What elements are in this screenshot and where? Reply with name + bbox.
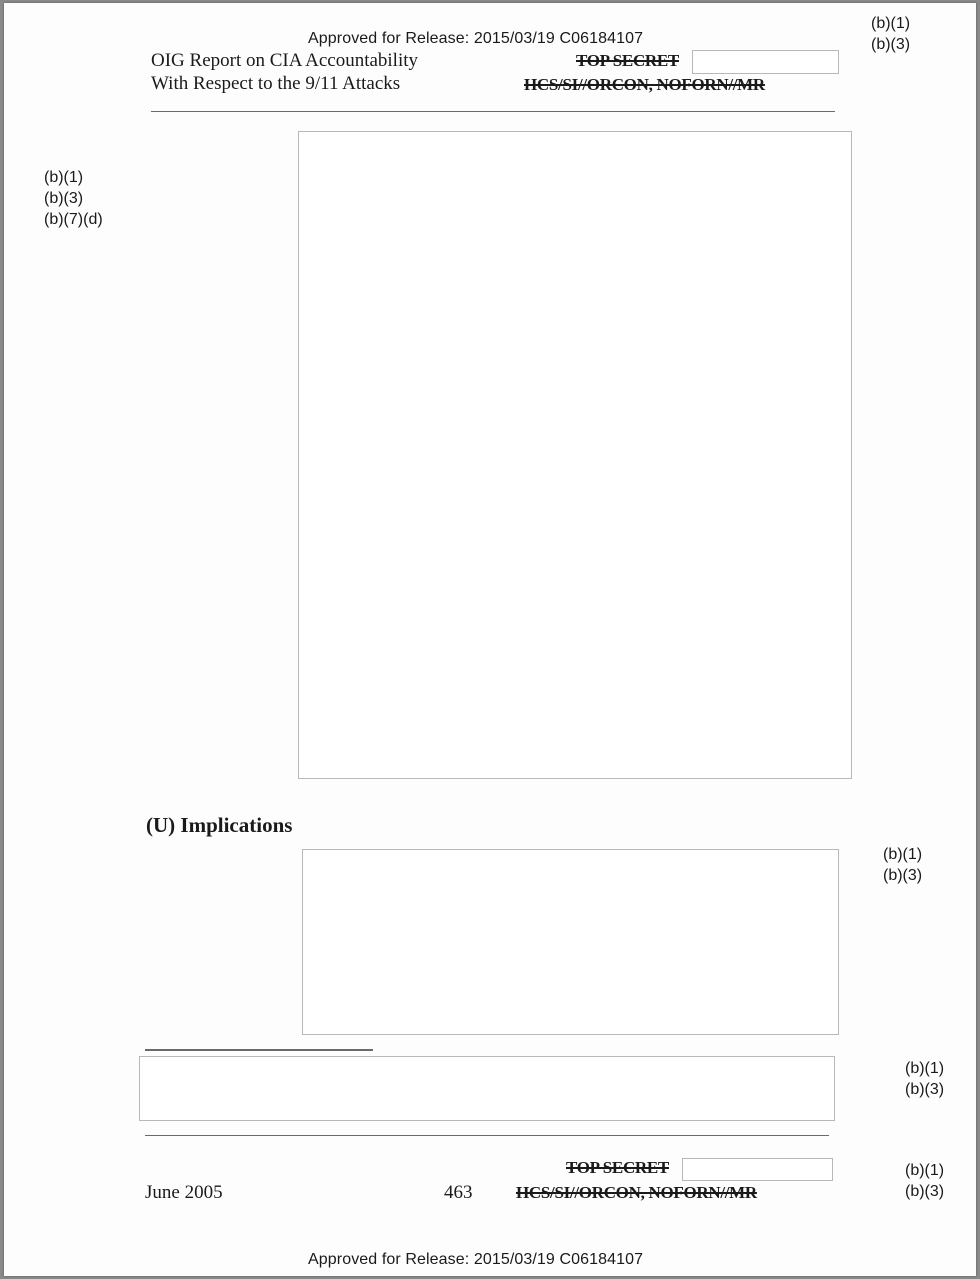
section-heading-implications: (U) Implications (146, 813, 293, 837)
exemption-code: (b)(1) (44, 169, 84, 186)
exemption-code: (b)(1) (905, 1060, 945, 1077)
redaction-box-implications (302, 849, 839, 1035)
header-divider (151, 111, 835, 112)
report-title-line1: OIG Report on CIA Accountability (151, 50, 419, 71)
exemption-code: (b)(3) (871, 36, 911, 53)
footer-date: June 2005 (145, 1182, 223, 1203)
footer-divider (145, 1135, 829, 1136)
release-stamp-top: Approved for Release: 2015/03/19 C06184107 (308, 30, 644, 47)
exemption-code: (b)(1) (871, 15, 911, 32)
exemption-codes-footnote (905, 1058, 944, 1100)
report-title (151, 49, 418, 95)
exemption-codes-implications (883, 844, 922, 886)
exemption-code: (b)(1) (905, 1162, 945, 1179)
exemption-code: (b)(1) (883, 846, 923, 863)
classification-header: TOP SECRET (576, 51, 679, 70)
exemption-codes-top-right (871, 13, 910, 55)
redaction-box-footer-classification (682, 1158, 833, 1181)
exemption-code: (b)(7)(d) (44, 211, 103, 228)
exemption-codes-footer (905, 1160, 944, 1202)
exemption-code: (b)(3) (883, 867, 923, 884)
report-title-line2: With Respect to the 9/11 Attacks (151, 73, 401, 94)
exemption-code: (b)(3) (44, 190, 84, 207)
exemption-code: (b)(3) (905, 1183, 945, 1200)
control-markings-header: HCS/SI//ORCON, NOFORN//MR (524, 75, 765, 94)
exemption-code: (b)(3) (905, 1081, 945, 1098)
redaction-box-header-classification (692, 50, 839, 74)
control-markings-footer: HCS/SI//ORCON, NOFORN//MR (516, 1183, 757, 1202)
classification-footer: TOP SECRET (566, 1158, 669, 1177)
document-page (4, 3, 976, 1276)
redaction-box-footnote (139, 1056, 835, 1121)
exemption-codes-left-margin (44, 167, 103, 230)
release-stamp-bottom: Approved for Release: 2015/03/19 C06184107 (308, 1251, 644, 1268)
redaction-box-main (298, 131, 852, 779)
footnote-separator (145, 1049, 373, 1051)
page-number: 463 (444, 1182, 473, 1203)
